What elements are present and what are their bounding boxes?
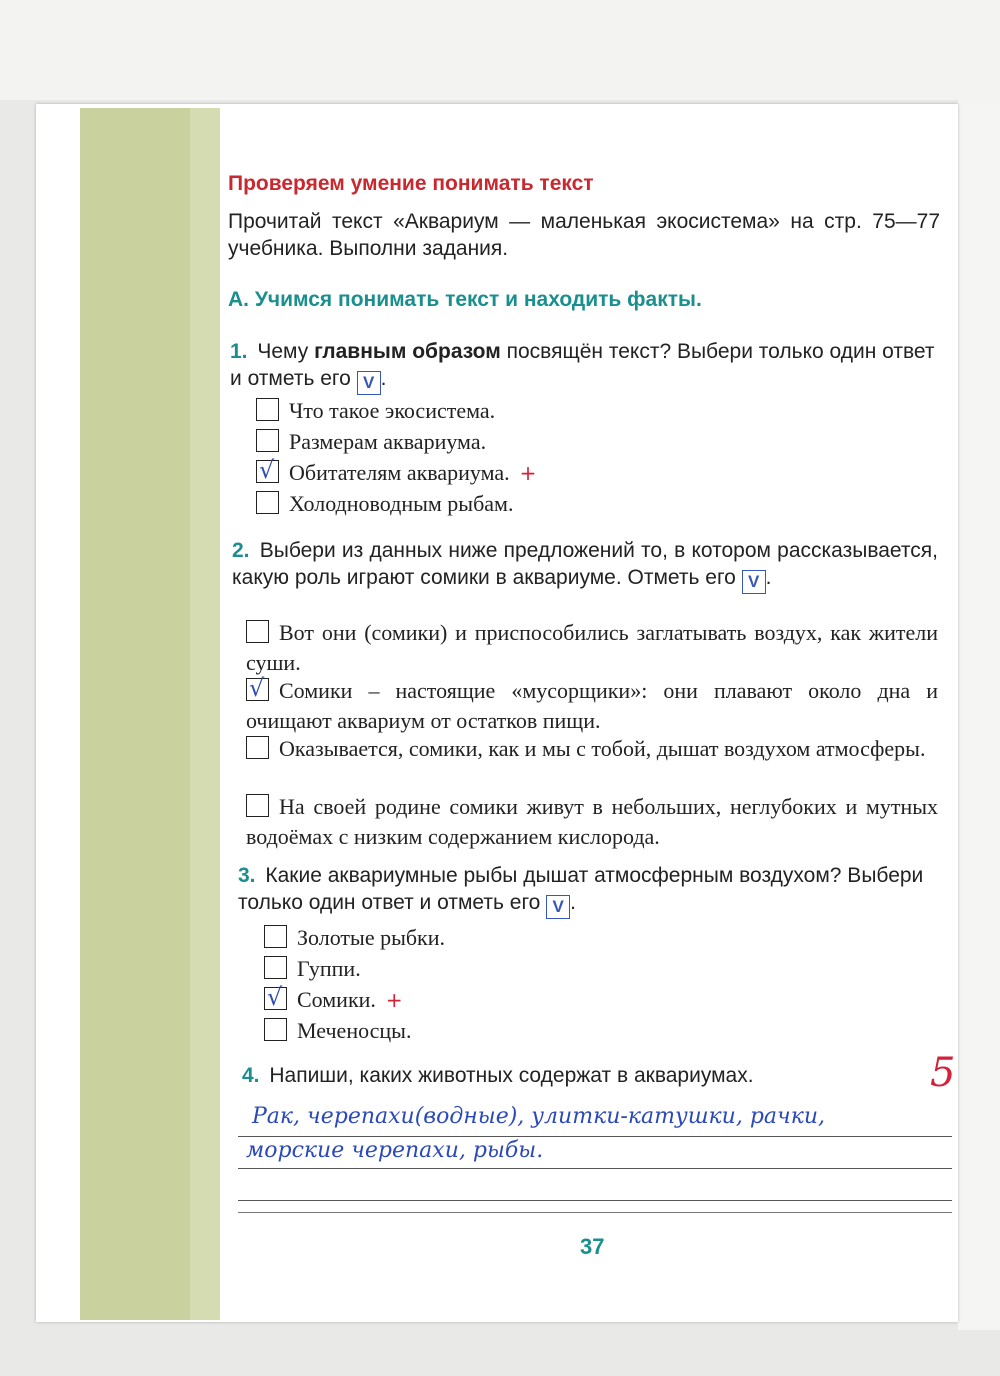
question-4 xyxy=(242,1062,932,1089)
checkbox[interactable] xyxy=(256,491,279,514)
checkbox[interactable] xyxy=(246,736,269,759)
v-mark-icon: V xyxy=(357,371,381,395)
question-text: Выбери из данных ниже предложений то, в котором рассказывается, какую роль играют сомики в аквариуме. Отметь его xyxy=(232,539,938,589)
teacher-grade: 5 xyxy=(930,1050,956,1096)
green-margin-strip xyxy=(80,108,220,1320)
q2-option-3[interactable] xyxy=(246,734,938,764)
checkbox[interactable] xyxy=(264,983,287,1011)
option-text: Размерам аквариума. xyxy=(289,429,487,454)
q3-option-4[interactable] xyxy=(264,1016,411,1046)
option-text: Что такое экосистема. xyxy=(289,398,496,423)
v-mark-icon: V xyxy=(742,570,766,594)
question-2: 2. Выбери из данных ниже предложений то, в котором рассказывается, какую роль играют сомики в аквариуме. Отметь его V . xyxy=(232,537,938,594)
v-mark-icon: V xyxy=(546,895,570,919)
option-text: Вот они (сомики) и приспособились заглатывать воздух, как жители суши. xyxy=(246,620,938,675)
option-text: Меченосцы. xyxy=(297,1018,412,1043)
check-mark-icon: √ xyxy=(249,674,265,702)
question-number: 2. xyxy=(232,539,250,562)
checkbox[interactable] xyxy=(246,794,269,817)
option-text: Золотые рыбки. xyxy=(297,925,446,950)
checkbox[interactable] xyxy=(264,925,287,948)
question-emphasis: главным образом xyxy=(314,340,501,363)
question-number: 1. xyxy=(230,340,248,363)
handwritten-answer-line-1[interactable]: Рак, черепахи(водные), улитки-катушки, рачки, xyxy=(252,1104,826,1129)
page-number: 37 xyxy=(580,1234,605,1259)
question-number: 4. xyxy=(242,1064,260,1087)
checkbox[interactable] xyxy=(264,1018,287,1041)
q1-option-2[interactable] xyxy=(256,427,486,457)
q1-option-4[interactable] xyxy=(256,489,513,519)
check-mark-icon: √ xyxy=(267,983,283,1011)
q3-option-1[interactable] xyxy=(264,923,445,953)
option-text: Гуппи. xyxy=(297,956,361,981)
q1-option-1[interactable] xyxy=(256,396,495,426)
q2-option-4[interactable] xyxy=(246,792,938,852)
option-text: Сомики. xyxy=(297,987,376,1012)
question-text: Напиши, каких животных содержат в аквариумах. xyxy=(269,1064,754,1087)
checkbox[interactable] xyxy=(256,398,279,421)
question-text: посвящён текст? Выбери только один ответ и отметь его xyxy=(230,340,935,390)
q3-option-3[interactable] xyxy=(264,985,403,1015)
option-text: На своей родине сомики живут в небольших, неглубоких и мутных водоёмах с низким содержанием кислорода. xyxy=(246,794,938,849)
q1-option-3[interactable] xyxy=(256,458,536,488)
checkbox[interactable] xyxy=(256,456,279,484)
checkbox[interactable] xyxy=(264,956,287,979)
question-3: 3. Какие аквариумные рыбы дышат атмосферным воздухом? Выбери только один ответ и отметь его V . xyxy=(238,862,942,919)
question-number: 3. xyxy=(238,864,256,887)
checkbox[interactable] xyxy=(246,674,269,702)
page-edge xyxy=(958,100,1000,1330)
intro-text: Прочитай текст «Аквариум — маленькая экосистема» на стр. 75—77 учебника. Выполни задания. xyxy=(228,210,940,260)
teacher-plus-mark: + xyxy=(385,988,403,1012)
question-1: 1. Чему главным образом посвящён текст? Выбери только один ответ и отметь его V . xyxy=(230,338,936,395)
option-text: Оказывается, сомики, как и мы с тобой, дышат воздухом атмосферы. xyxy=(279,736,926,761)
q2-option-2[interactable] xyxy=(246,676,938,736)
q3-option-2[interactable] xyxy=(264,954,361,984)
handwritten-answer-line-2[interactable]: морские черепахи, рыбы. xyxy=(246,1138,544,1163)
question-text: Чему xyxy=(257,340,309,363)
check-mark-icon: √ xyxy=(259,456,275,484)
q2-option-1[interactable] xyxy=(246,618,938,678)
teacher-plus-mark: + xyxy=(519,461,537,485)
checkbox[interactable] xyxy=(246,620,269,643)
option-text: Сомики – настоящие «мусорщики»: они плавают около дна и очищают аквариум от остатков пищи. xyxy=(246,678,938,733)
scan-background xyxy=(0,0,1000,100)
page-title: Проверяем умение понимать текст xyxy=(228,172,594,195)
option-text: Холодноводным рыбам. xyxy=(289,491,514,516)
question-text: Какие аквариумные рыбы дышат атмосферным воздухом? Выбери только один ответ и отметь его xyxy=(238,864,924,914)
checkbox[interactable] xyxy=(256,429,279,452)
option-text: Обитателям аквариума. xyxy=(289,460,510,485)
section-a-heading: А. Учимся понимать текст и находить факты. xyxy=(228,288,702,311)
